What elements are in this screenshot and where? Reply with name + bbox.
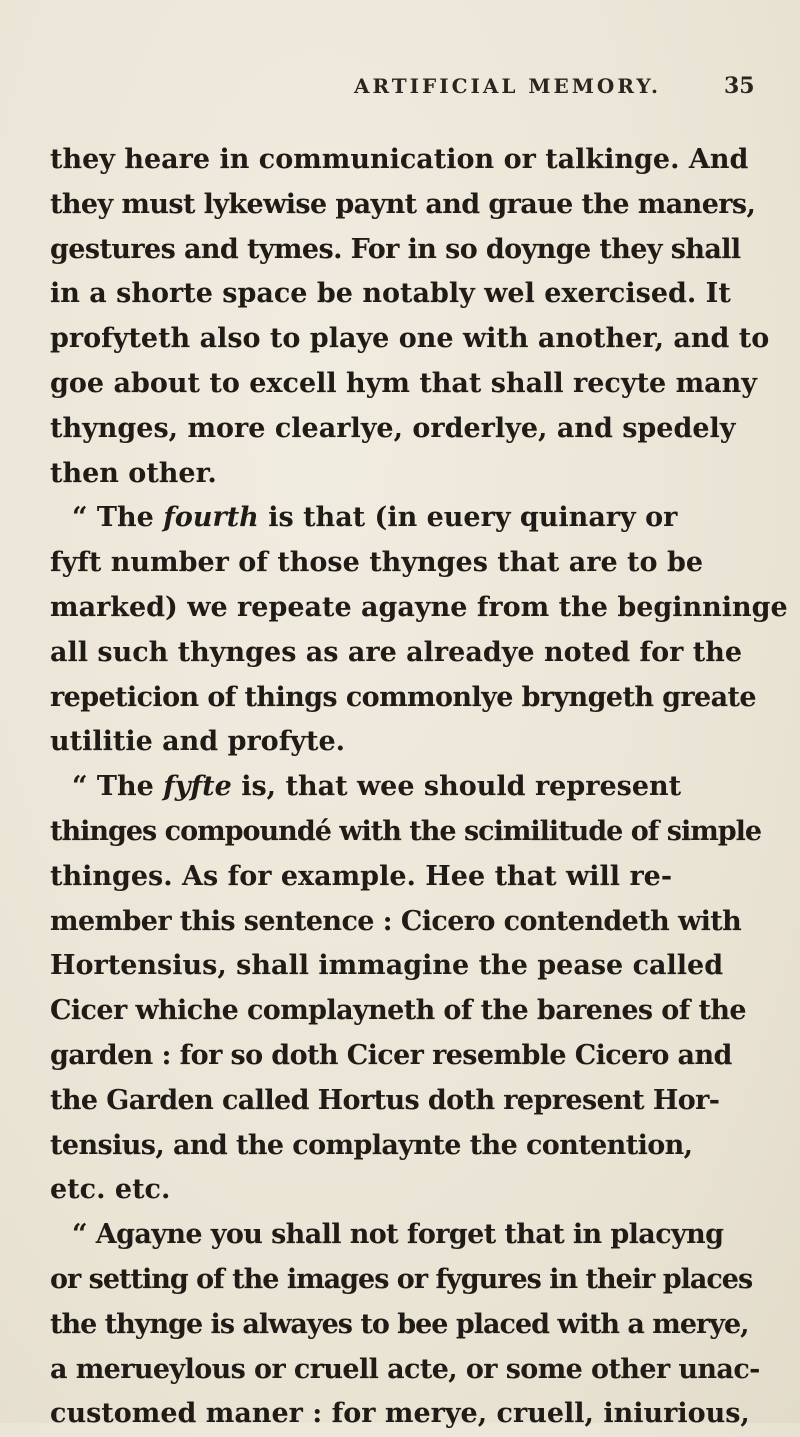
text-line: the thynge is alwayes to bee placed with a merye, [50, 1308, 749, 1340]
text-line: utilitie and profyte. [50, 726, 346, 758]
text-line: goe about to excell hym that shall recyte many [50, 367, 757, 399]
text-line: all such thynges as are alreadye noted for the [50, 636, 743, 668]
running-head-title: ARTIFICIAL MEMORY. [354, 74, 662, 98]
text-line: they must lykewise paynt and graue the maners, [50, 188, 756, 220]
text-line: gestures and tymes. For in so doynge they shall [50, 233, 741, 265]
text-line: then other. [50, 457, 217, 489]
text-line: or setting of the images or fygures in their places [50, 1263, 753, 1295]
text-line: fyft number of those thynges that are to be [50, 547, 703, 579]
body-text [50, 138, 794, 1437]
italic-word: fyfte [163, 771, 232, 803]
text-line: garden : for so doth Cicer resemble Cicero and [50, 1039, 732, 1071]
page-number: 35 [724, 73, 755, 99]
italic-word: fourth [163, 502, 259, 534]
text-line: they heare in communication or talkinge. And [50, 144, 749, 175]
text-line: thinges. As for example. Hee that will re- [50, 860, 673, 892]
text-line: in a shorte space be notably wel exercised. It [50, 278, 731, 310]
text-line: profyteth also to playe one with another, and to [50, 323, 770, 355]
text-line: thynges, more clearlye, orderlye, and spedely [50, 412, 736, 444]
text-line: repeticion of things commonlye bryngeth greate [50, 681, 756, 713]
text-line: Hortensius, shall immagine the pease called [50, 950, 724, 982]
paragraph-agayne-start: “ Agayne you shall not forget that in placyng [72, 1219, 724, 1251]
text-line: a merueylous or cruell acte, or some other unac- [50, 1353, 760, 1385]
text-line: Cicer whiche complayneth of the barenes of the [50, 995, 747, 1027]
running-head [0, 74, 800, 108]
paragraph-fyfte-start: “ The fyfte is, that wee should represent [72, 771, 682, 803]
text-line: the Garden called Hortus doth represent Hor- [50, 1084, 720, 1116]
text-line: customed maner : for merye, cruell, iniurious, [50, 1398, 750, 1430]
text-line: etc. etc. [50, 1174, 171, 1206]
paragraph-fourth-start: “ The fourth is that (in euery quinary or [72, 502, 678, 534]
text-line: member this sentence : Cicero contendeth with [50, 905, 742, 937]
text-line: thinges compoundé with the scimilitude of simple [50, 815, 762, 847]
text-line: marked) we repeate agayne from the beginninge [50, 591, 788, 623]
text-line: tensius, and the complaynte the contention, [50, 1129, 693, 1161]
